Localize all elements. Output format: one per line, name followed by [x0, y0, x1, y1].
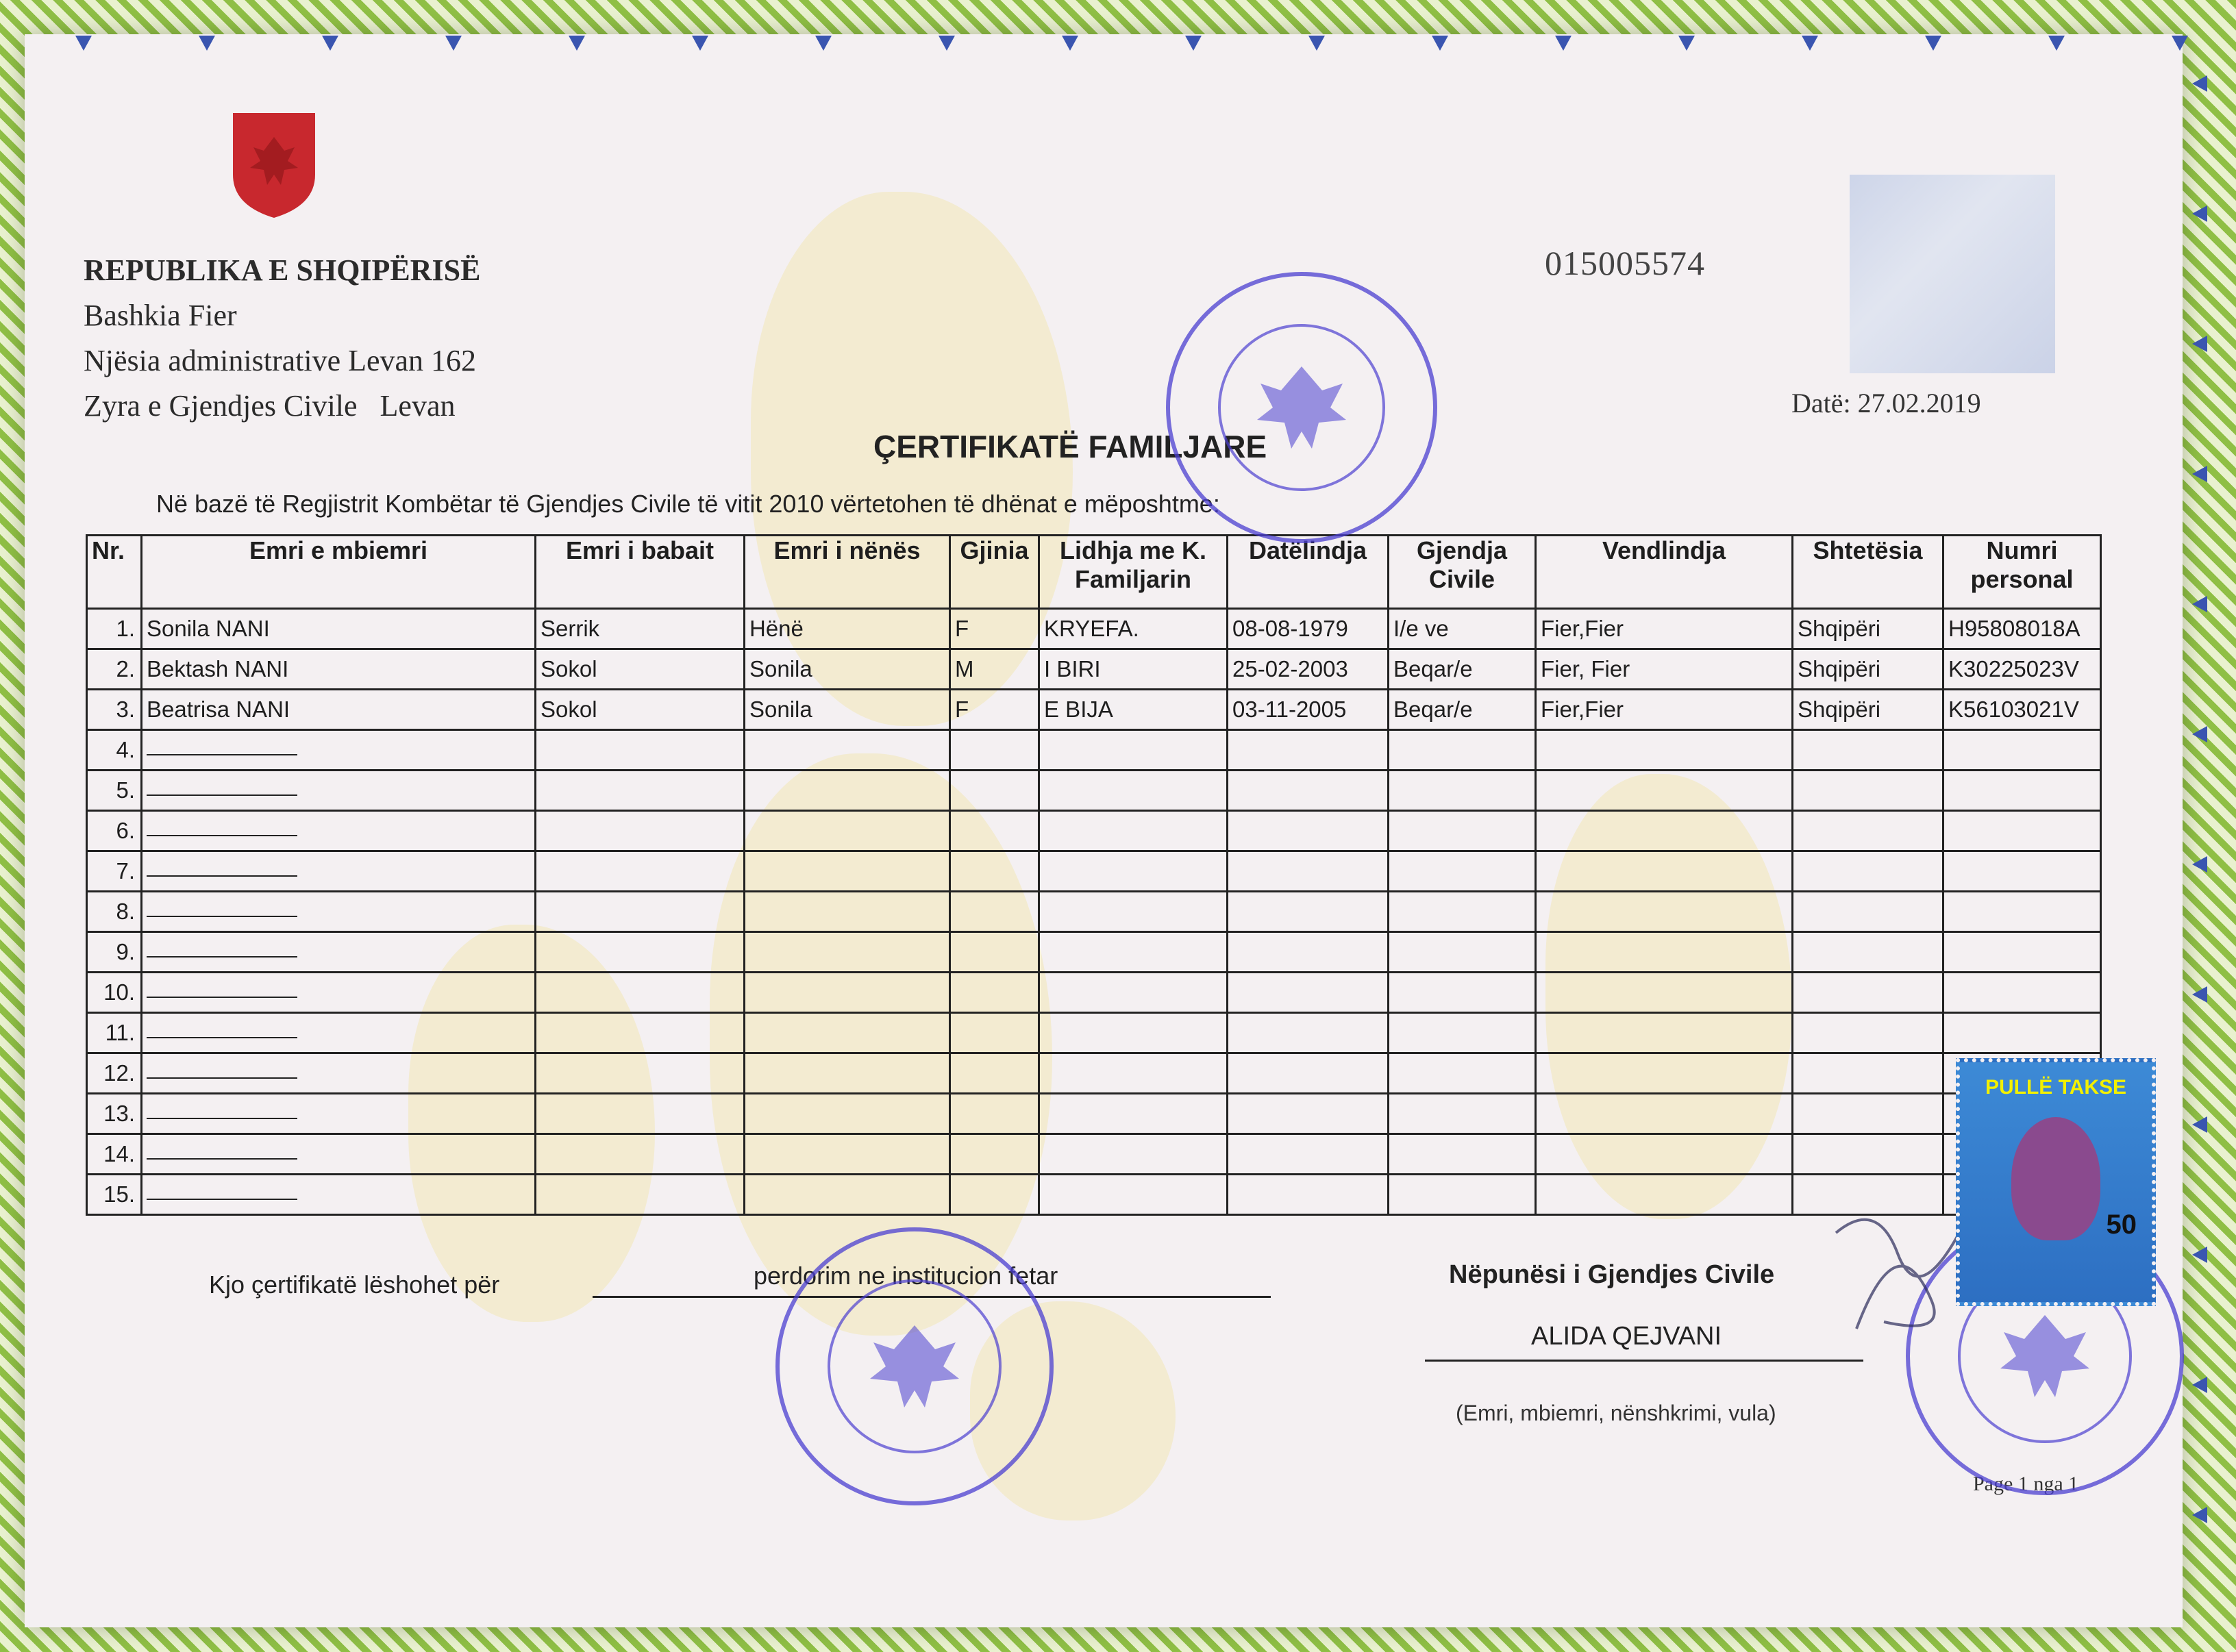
row-number: 6. — [87, 811, 142, 851]
border-triangle — [2048, 36, 2065, 51]
border-triangle — [2192, 596, 2207, 612]
col-header: Emri i babait — [536, 536, 745, 609]
cell-empty — [536, 973, 745, 1013]
cell-empty — [745, 973, 950, 1013]
republic-name: REPUBLIKA E SHQIPËRISË — [84, 253, 481, 287]
office-prefix: Zyra e Gjendjes Civile — [84, 389, 358, 423]
cell-empty — [1943, 1013, 2101, 1053]
cell-empty — [536, 932, 745, 973]
cell-empty — [1039, 892, 1228, 932]
blank-dash — [147, 1151, 297, 1160]
signature-icon — [1815, 1192, 1980, 1356]
col-header: Shtetësia — [1793, 536, 1943, 609]
officer-name: ALIDA QEJVANI — [1531, 1322, 1722, 1351]
col-header: Lidhja me K. Familjarin — [1039, 536, 1228, 609]
border-triangle — [2192, 986, 2207, 1003]
cell-empty — [1228, 892, 1389, 932]
blank-dash — [147, 747, 297, 755]
border-triangle — [692, 36, 708, 51]
cell-name — [142, 851, 536, 892]
cell-empty — [1793, 892, 1943, 932]
cell-empty — [1389, 892, 1536, 932]
cell-empty — [1228, 1053, 1389, 1094]
blank-dash — [147, 1030, 297, 1038]
border-triangle — [2192, 336, 2207, 352]
cell-empty — [1536, 973, 1793, 1013]
cell-empty — [1228, 811, 1389, 851]
cell-empty — [1793, 973, 1943, 1013]
cell-empty — [1536, 892, 1793, 932]
cell-empty — [1793, 1013, 1943, 1053]
cell-empty — [1793, 1053, 1943, 1094]
table-row — [87, 973, 2101, 1013]
cell-empty — [1536, 730, 1793, 771]
cell-birthplace: Fier, Fier — [1536, 649, 1793, 690]
official-seal-icon — [1158, 264, 1445, 551]
cell-name — [142, 811, 536, 851]
row-number: 15. — [87, 1175, 142, 1215]
blank-dash — [147, 1071, 297, 1079]
cell-empty — [1536, 1175, 1793, 1215]
coat-of-arms-icon — [229, 110, 319, 219]
table-row — [87, 1053, 2101, 1094]
table-row — [87, 771, 2101, 811]
cell-empty — [745, 1134, 950, 1175]
border-triangle — [2172, 36, 2188, 51]
cell-empty — [1039, 932, 1228, 973]
cell-empty — [1228, 730, 1389, 771]
cell-father: Serrik — [536, 609, 745, 649]
cell-empty — [536, 1094, 745, 1134]
border-triangle — [815, 36, 832, 51]
cell-empty — [1536, 1053, 1793, 1094]
cell-mother: Sonila — [745, 690, 950, 730]
table-row — [87, 1094, 2101, 1134]
col-header: Numri personal — [1943, 536, 2101, 609]
border-triangle — [1185, 36, 1202, 51]
row-number: 13. — [87, 1094, 142, 1134]
col-header: Vendlindja — [1536, 536, 1793, 609]
cell-empty — [1389, 1053, 1536, 1094]
border-triangle — [1432, 36, 1448, 51]
table-row — [87, 892, 2101, 932]
cell-empty — [1943, 771, 2101, 811]
cell-empty — [1228, 932, 1389, 973]
cell-name — [142, 932, 536, 973]
border-triangle — [2192, 75, 2207, 92]
row-number: 10. — [87, 973, 142, 1013]
col-header: Nr. — [87, 536, 142, 609]
blank-dash — [147, 788, 297, 796]
cell-empty — [1389, 1134, 1536, 1175]
table-row — [87, 811, 2101, 851]
cell-gender: F — [950, 690, 1039, 730]
table-row — [87, 730, 2101, 771]
cell-empty — [1389, 932, 1536, 973]
cell-empty — [1389, 973, 1536, 1013]
cell-citizenship: Shqipëri — [1793, 690, 1943, 730]
cell-name — [142, 892, 536, 932]
table-row — [87, 1013, 2101, 1053]
border-triangle — [75, 36, 92, 51]
blank-dash — [147, 990, 297, 998]
cell-empty — [745, 1013, 950, 1053]
cell-empty — [745, 1094, 950, 1134]
table-row — [87, 609, 2101, 649]
cell-name — [142, 771, 536, 811]
cell-empty — [745, 1175, 950, 1215]
blank-dash — [147, 1111, 297, 1119]
cell-empty — [1389, 811, 1536, 851]
office-place: Levan — [380, 389, 456, 423]
cell-empty — [1943, 811, 2101, 851]
intro-text: Në bazë të Regjistrit Kombëtar të Gjendjes Civile të vitit 2010 vërtetohen të dhënat e mëposhtme: — [156, 490, 1220, 518]
portrait-icon — [2011, 1117, 2100, 1240]
row-number: 1. — [87, 609, 142, 649]
cell-empty — [950, 1094, 1039, 1134]
cell-empty — [950, 892, 1039, 932]
border-triangle — [2192, 466, 2207, 482]
cell-empty — [536, 811, 745, 851]
cell-empty — [1793, 730, 1943, 771]
border-triangle — [1925, 36, 1941, 51]
col-header: Gjinia — [950, 536, 1039, 609]
tax-stamp-value: 50 — [2106, 1210, 2137, 1240]
row-number: 7. — [87, 851, 142, 892]
cell-empty — [1793, 932, 1943, 973]
cell-name: Sonila NANI — [142, 609, 536, 649]
cell-citizenship: Shqipëri — [1793, 649, 1943, 690]
cell-empty — [745, 851, 950, 892]
border-triangle — [569, 36, 585, 51]
cell-empty — [745, 932, 950, 973]
cell-empty — [950, 771, 1039, 811]
cell-empty — [1943, 851, 2101, 892]
cell-relation: KRYEFA. — [1039, 609, 1228, 649]
page-number: Page 1 nga 1 — [1973, 1473, 2079, 1495]
table-row — [87, 649, 2101, 690]
blank-dash — [147, 949, 297, 958]
family-table — [86, 534, 2102, 1216]
cell-empty — [950, 932, 1039, 973]
border-triangle — [1678, 36, 1695, 51]
cell-empty — [1039, 1134, 1228, 1175]
row-number: 4. — [87, 730, 142, 771]
border-triangle — [199, 36, 215, 51]
issued-for-label: Kjo çertifikatë lëshohet për — [209, 1271, 500, 1299]
cell-empty — [1389, 851, 1536, 892]
cell-empty — [536, 851, 745, 892]
cell-empty — [1793, 1134, 1943, 1175]
cell-father: Sokol — [536, 649, 745, 690]
cell-empty — [950, 1175, 1039, 1215]
cell-empty — [1536, 851, 1793, 892]
cell-empty — [1943, 730, 2101, 771]
cell-birth: 03-11-2005 — [1228, 690, 1389, 730]
cell-personal-no: H95808018A — [1943, 609, 2101, 649]
cell-empty — [950, 973, 1039, 1013]
table-row — [87, 1175, 2101, 1215]
document-title: ÇERTIFIKATË FAMILJARE — [873, 429, 1267, 464]
cell-empty — [1793, 771, 1943, 811]
cell-empty — [1228, 1094, 1389, 1134]
cell-empty — [1389, 771, 1536, 811]
cell-empty — [1389, 1094, 1536, 1134]
cell-empty — [536, 730, 745, 771]
cell-name: Bektash NANI — [142, 649, 536, 690]
cell-mother: Sonila — [745, 649, 950, 690]
cell-empty — [1793, 851, 1943, 892]
cell-empty — [1039, 771, 1228, 811]
cell-empty — [1793, 811, 1943, 851]
cell-father: Sokol — [536, 690, 745, 730]
cell-empty — [536, 771, 745, 811]
cell-personal-no: K56103021V — [1943, 690, 2101, 730]
cell-status: Beqar/e — [1389, 690, 1536, 730]
border-triangle — [2192, 205, 2207, 222]
officer-note: (Emri, mbiemri, nënshkrimi, vula) — [1456, 1401, 1776, 1425]
border-triangle — [1802, 36, 1818, 51]
cell-empty — [1228, 1175, 1389, 1215]
cell-empty — [1228, 1134, 1389, 1175]
cell-empty — [536, 1134, 745, 1175]
cell-empty — [536, 1053, 745, 1094]
border-triangle — [2192, 726, 2207, 742]
cell-empty — [950, 811, 1039, 851]
cell-empty — [1039, 851, 1228, 892]
cell-birthplace: Fier,Fier — [1536, 609, 1793, 649]
cell-gender: F — [950, 609, 1039, 649]
blank-dash — [147, 868, 297, 877]
issue-date: Datë: 27.02.2019 — [1791, 388, 1981, 418]
col-header: Emri i nënës — [745, 536, 950, 609]
cell-name — [142, 1053, 536, 1094]
cell-name — [142, 1094, 536, 1134]
document-number: 015005574 — [1545, 244, 1705, 282]
row-number: 5. — [87, 771, 142, 811]
cell-empty — [1039, 730, 1228, 771]
cell-empty — [1536, 811, 1793, 851]
cell-empty — [536, 1013, 745, 1053]
cell-birth: 25-02-2003 — [1228, 649, 1389, 690]
cell-empty — [1228, 973, 1389, 1013]
cell-name — [142, 1013, 536, 1053]
border-triangle — [2192, 1116, 2207, 1133]
cell-empty — [1039, 1094, 1228, 1134]
border-triangle — [2192, 1247, 2207, 1263]
table-row — [87, 1134, 2101, 1175]
col-header: Emri e mbiemri — [142, 536, 536, 609]
cell-birth: 08-08-1979 — [1228, 609, 1389, 649]
cell-birthplace: Fier,Fier — [1536, 690, 1793, 730]
table-row — [87, 690, 2101, 730]
cell-empty — [950, 1134, 1039, 1175]
row-number: 14. — [87, 1134, 142, 1175]
cell-empty — [1039, 973, 1228, 1013]
row-number: 11. — [87, 1013, 142, 1053]
border-triangle — [1555, 36, 1572, 51]
tax-stamp — [1956, 1058, 2156, 1306]
cell-mother: Hënë — [745, 609, 950, 649]
admin-unit: Njësia administrative Levan 162 — [84, 344, 477, 377]
cell-citizenship: Shqipëri — [1793, 609, 1943, 649]
cell-empty — [1943, 932, 2101, 973]
row-number: 2. — [87, 649, 142, 690]
cell-name — [142, 1175, 536, 1215]
signature-line — [1425, 1360, 1863, 1362]
cell-empty — [536, 892, 745, 932]
cell-empty — [536, 1175, 745, 1215]
table-row — [87, 851, 2101, 892]
cell-empty — [745, 811, 950, 851]
cell-empty — [1389, 1175, 1536, 1215]
border-triangle — [1308, 36, 1325, 51]
col-header: Gjendja Civile — [1389, 536, 1536, 609]
cell-empty — [745, 1053, 950, 1094]
municipality: Bashkia Fier — [84, 299, 237, 332]
border-triangle — [1062, 36, 1078, 51]
cell-empty — [1536, 1134, 1793, 1175]
official-seal-icon — [767, 1219, 1062, 1514]
border-triangle — [2192, 1377, 2207, 1393]
cell-name — [142, 730, 536, 771]
col-header: Datëlindja — [1228, 536, 1389, 609]
civil-office — [84, 384, 481, 429]
cell-empty — [1536, 1094, 1793, 1134]
blank-dash — [147, 909, 297, 917]
cell-empty — [1039, 811, 1228, 851]
cell-empty — [950, 730, 1039, 771]
row-number: 9. — [87, 932, 142, 973]
cell-empty — [1228, 851, 1389, 892]
cell-empty — [1228, 1013, 1389, 1053]
border-triangle — [322, 36, 338, 51]
border-triangle — [2192, 856, 2207, 873]
cell-empty — [1039, 1013, 1228, 1053]
cell-name: Beatrisa NANI — [142, 690, 536, 730]
cell-personal-no: K30225023V — [1943, 649, 2101, 690]
cell-empty — [1536, 771, 1793, 811]
cell-empty — [1039, 1053, 1228, 1094]
table-header-row — [87, 536, 2101, 609]
cell-empty — [1389, 730, 1536, 771]
purpose-value: perdorim ne institucion fetar — [754, 1262, 1058, 1290]
table-row — [87, 932, 2101, 973]
cell-name — [142, 1134, 536, 1175]
cell-gender: M — [950, 649, 1039, 690]
blank-dash — [147, 828, 297, 836]
cell-relation: E BIJA — [1039, 690, 1228, 730]
officer-title: Nëpunësi i Gjendjes Civile — [1449, 1260, 1775, 1289]
cell-empty — [745, 730, 950, 771]
cell-empty — [1039, 1175, 1228, 1215]
cell-empty — [745, 892, 950, 932]
cell-empty — [745, 771, 950, 811]
cell-status: Beqar/e — [1389, 649, 1536, 690]
border-triangle — [2192, 1507, 2207, 1523]
border-triangle — [939, 36, 955, 51]
cell-empty — [1389, 1013, 1536, 1053]
cell-status: I/e ve — [1389, 609, 1536, 649]
cell-empty — [1536, 1013, 1793, 1053]
hologram-sticker — [1850, 175, 2055, 373]
tax-stamp-label: PULLË TAKSE — [1985, 1076, 2127, 1099]
border-triangle — [445, 36, 462, 51]
row-number: 3. — [87, 690, 142, 730]
row-number: 12. — [87, 1053, 142, 1094]
cell-empty — [950, 1053, 1039, 1094]
cell-empty — [1228, 771, 1389, 811]
row-number: 8. — [87, 892, 142, 932]
blank-dash — [147, 1192, 297, 1200]
cell-empty — [950, 851, 1039, 892]
issuer-block — [84, 248, 481, 429]
cell-empty — [1793, 1094, 1943, 1134]
cell-empty — [1943, 892, 2101, 932]
cell-relation: I BIRI — [1039, 649, 1228, 690]
cell-empty — [950, 1013, 1039, 1053]
cell-empty — [1536, 932, 1793, 973]
cell-name — [142, 973, 536, 1013]
cell-empty — [1943, 973, 2101, 1013]
